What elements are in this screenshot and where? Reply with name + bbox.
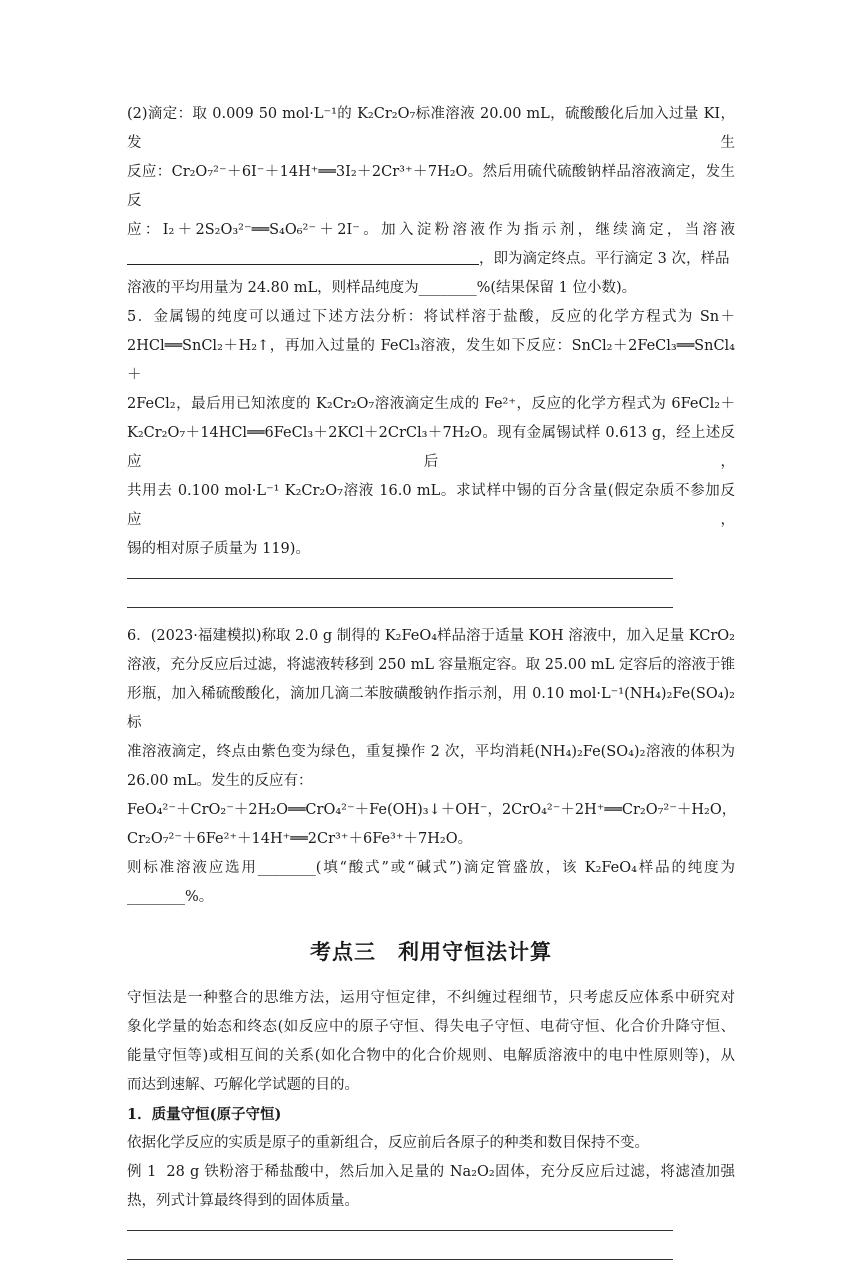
subheading-mass-conservation: 1．质量守恒(原子守恒) — [127, 1106, 282, 1123]
q6-line-7: Cr₂O₇²⁻＋6Fe²⁺＋14H⁺══2Cr³⁺＋6Fe³⁺＋7H₂O。 — [127, 831, 473, 847]
q-prev-line-5: 溶液的平均用量为 24.80 mL，则样品纯度为________%(结果保留 1 位小数)。 — [127, 280, 637, 296]
q5-line-4: K₂Cr₂O₇＋14HCl══6FeCl₃＋2KCl＋2CrCl₃＋7H₂O。现有金属锡试样 0.613 g，经上述反应后， — [127, 425, 735, 470]
subheading-text: 依据化学反应的实质是原子的重新组合，反应前后各原子的种类和数目保持不变。 — [127, 1135, 649, 1151]
q6-line-4: 准溶液滴定，终点由紫色变为绿色，重复操作 2 次，平均消耗(NH₄)₂Fe(SO₄)₂溶液的体积为 — [127, 744, 735, 760]
q6-line-6: FeO₄²⁻＋CrO₂⁻＋2H₂O══CrO₄²⁻＋Fe(OH)₃↓＋OH⁻，2CrO₄²⁻＋2H⁺══Cr₂O₇²⁻＋H₂O， — [127, 802, 737, 818]
document-page — [127, 100, 735, 1274]
q-prev-line-4 — [127, 245, 735, 274]
q5-line-5: 共用去 0.100 mol·L⁻¹ K₂Cr₂O₇溶液 16.0 mL。求试样中锡的百分含量(假定杂质不参加反应， — [127, 483, 735, 528]
q6-line-9: ________%。 — [127, 889, 214, 905]
q5-line-6: 锡的相对原子质量为 119)。 — [127, 541, 310, 557]
example-text: 28 g 铁粉溶于稀盐酸中，然后加入足量的 Na₂O₂固体，充分反应后过滤，将滤渣加强 — [166, 1164, 735, 1180]
q5-line-2: 2HCl══SnCl₂＋H₂↑，再加入过量的 FeCl₃溶液，发生如下反应：SnCl₂＋2FeCl₃══SnCl₄＋ — [127, 338, 735, 383]
q6-line-1: 6．(2023·福建模拟)称取 2.0 g 制得的 K₂FeO₄样品溶于适量 KOH 溶液中，加入足量 KCrO₂ — [127, 628, 735, 644]
section-title: 利用守恒法计算 — [398, 939, 552, 964]
intro-line-3: 能量守恒等)或相互间的关系(如化合物中的化合价规则、电解质溶液中的电中性原则等)，从 — [127, 1048, 735, 1064]
q6-line-5: 26.00 mL。发生的反应有： — [127, 773, 313, 789]
answer-line[interactable] — [127, 1216, 673, 1231]
example-label: 例 1 — [127, 1164, 157, 1180]
q5-line-1: 5．金属锡的纯度可以通过下述方法分析：将试样溶于盐酸，反应的化学方程式为 Sn＋ — [127, 309, 735, 325]
section-number: 考点三 — [310, 939, 376, 964]
section-heading — [127, 936, 735, 966]
intro-line-4: 而达到速解、巧解化学试题的目的。 — [127, 1077, 359, 1093]
answer-line[interactable] — [127, 593, 673, 608]
q-prev-line-1: (2)滴定：取 0.009 50 mol·L⁻¹的 K₂Cr₂O₇标准溶液 20.00 mL，硫酸酸化后加入过量 KI，发生 — [127, 106, 735, 151]
q5-line-3: 2FeCl₂，最后用已知浓度的 K₂Cr₂O₇溶液滴定生成的 Fe²⁺，反应的化学方程式为 6FeCl₂＋ — [127, 396, 735, 412]
q-prev-line-3: 应：I₂＋2S₂O₃²⁻══S₄O₆²⁻＋2I⁻。加入淀粉溶液作为指示剂，继续滴定，当溶液 — [127, 222, 735, 238]
answer-blank[interactable] — [127, 248, 479, 265]
question-6 — [127, 622, 735, 912]
example-line-2: 热，列式计算最终得到的固体质量。 — [127, 1193, 359, 1209]
intro-line-2: 象化学量的始态和终态(如反应中的原子守恒、得失电子守恒、电荷守恒、化合价升降守恒、 — [127, 1019, 735, 1035]
q6-line-8: 则标准溶液应选用________(填“酸式”或“碱式”)滴定管盛放，该 K₂FeO₄样品的纯度为 — [127, 860, 735, 876]
intro-line-1: 守恒法是一种整合的思维方法，运用守恒定律，不纠缠过程细节，只考虑反应体系中研究对 — [127, 990, 735, 1006]
answer-line[interactable] — [127, 564, 673, 579]
question-5 — [127, 303, 735, 608]
q-prev-line-2: 反应：Cr₂O₇²⁻＋6I⁻＋14H⁺══3I₂＋2Cr³⁺＋7H₂O。然后用硫代硫酸钠样品溶液滴定，发生反 — [127, 164, 735, 209]
example-line-1 — [127, 1158, 735, 1187]
answer-line[interactable] — [127, 1245, 673, 1260]
question-4-part-2 — [127, 100, 735, 303]
q6-line-3: 形瓶，加入稀硫酸酸化，滴加几滴二苯胺磺酸钠作指示剂，用 0.10 mol·L⁻¹(NH₄)₂Fe(SO₄)₂标 — [127, 686, 735, 731]
q6-line-2: 溶液，充分反应后过滤，将滤液转移到 250 mL 容量瓶定容。取 25.00 mL 定容后的溶液于锥 — [127, 657, 735, 673]
q-prev-line-4-tail: ，即为滴定终点。平行滴定 3 次，样品 — [479, 251, 730, 267]
example-1 — [127, 1158, 735, 1260]
section-intro — [127, 984, 735, 1100]
